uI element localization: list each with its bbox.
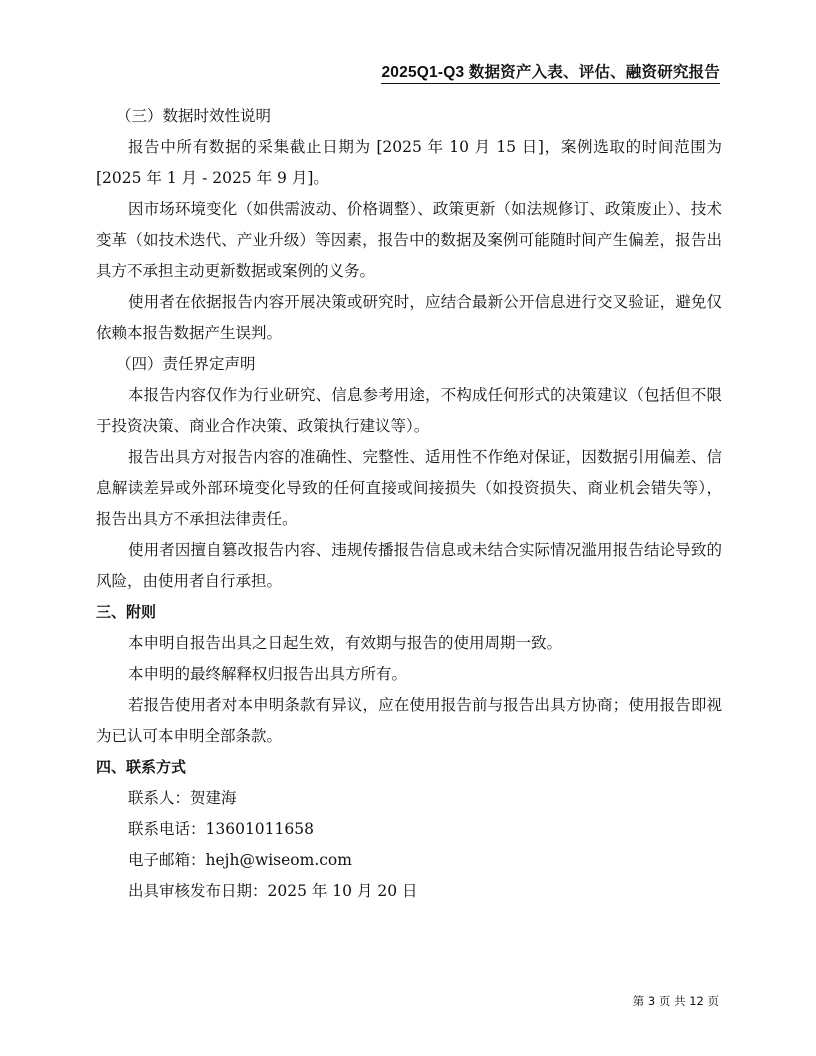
paragraph: 报告出具方对报告内容的准确性、完整性、适用性不作绝对保证，因数据引用偏差、信息解读差异或外部环境变化导致的任何直接或间接损失（如投资损失、商业机会错失等），报告出具方不承担法律责任。 [96,448,722,528]
paragraph: 本申明的最终解释权归报告出具方所有。 [128,665,408,683]
publish-date: 出具审核发布日期：2025 年 10 月 20 日 [128,882,418,900]
contact-person: 联系人：贺建海 [128,789,237,807]
page-number: 第 3 页 共 12 页 [632,994,719,1008]
paragraph: 报告中所有数据的采集截止日期为 [2025 年 10 月 15 日]，案例选取的时间范围为 [2025 年 1 月 - 2025 年 9 月]。 [96,138,722,187]
subsection-title-liability: （四）责任界定声明 [116,355,256,373]
paragraph: 使用者在依据报告内容开展决策或研究时，应结合最新公开信息进行交叉验证，避免仅依赖本报告数据产生误判。 [96,293,722,342]
contact-phone: 联系电话：13601011658 [128,820,314,838]
subsection-title-data-timeliness: （三）数据时效性说明 [116,107,272,125]
section-heading-appendix: 三、附则 [96,603,157,621]
paragraph: 使用者因擅自篡改报告内容、违规传播报告信息或未结合实际情况滥用报告结论导致的风险，由使用者自行承担。 [96,541,722,590]
paragraph: 若报告使用者对本申明条款有异议，应在使用报告前与报告出具方协商；使用报告即视为已认可本申明全部条款。 [96,696,722,745]
paragraph: 因市场环境变化（如供需波动、价格调整）、政策更新（如法规修订、政策废止）、技术变革（如技术迭代、产业升级）等因素，报告中的数据及案例可能随时间产生偏差，报告出具方不承担主动更新数据或案例的义务。 [96,200,722,280]
paragraph: 本申明自报告出具之日起生效，有效期与报告的使用周期一致。 [128,634,563,652]
paragraph: 本报告内容仅作为行业研究、信息参考用途，不构成任何形式的决策建议（包括但不限于投资决策、商业合作决策、政策执行建议等）。 [96,386,722,435]
section-heading-contact: 四、联系方式 [96,758,187,776]
document-body [96,101,722,907]
document-header-title: 2025Q1-Q3 数据资产入表、评估、融资研究报告 [381,60,720,84]
contact-email: 电子邮箱：hejh@wiseom.com [128,851,352,869]
